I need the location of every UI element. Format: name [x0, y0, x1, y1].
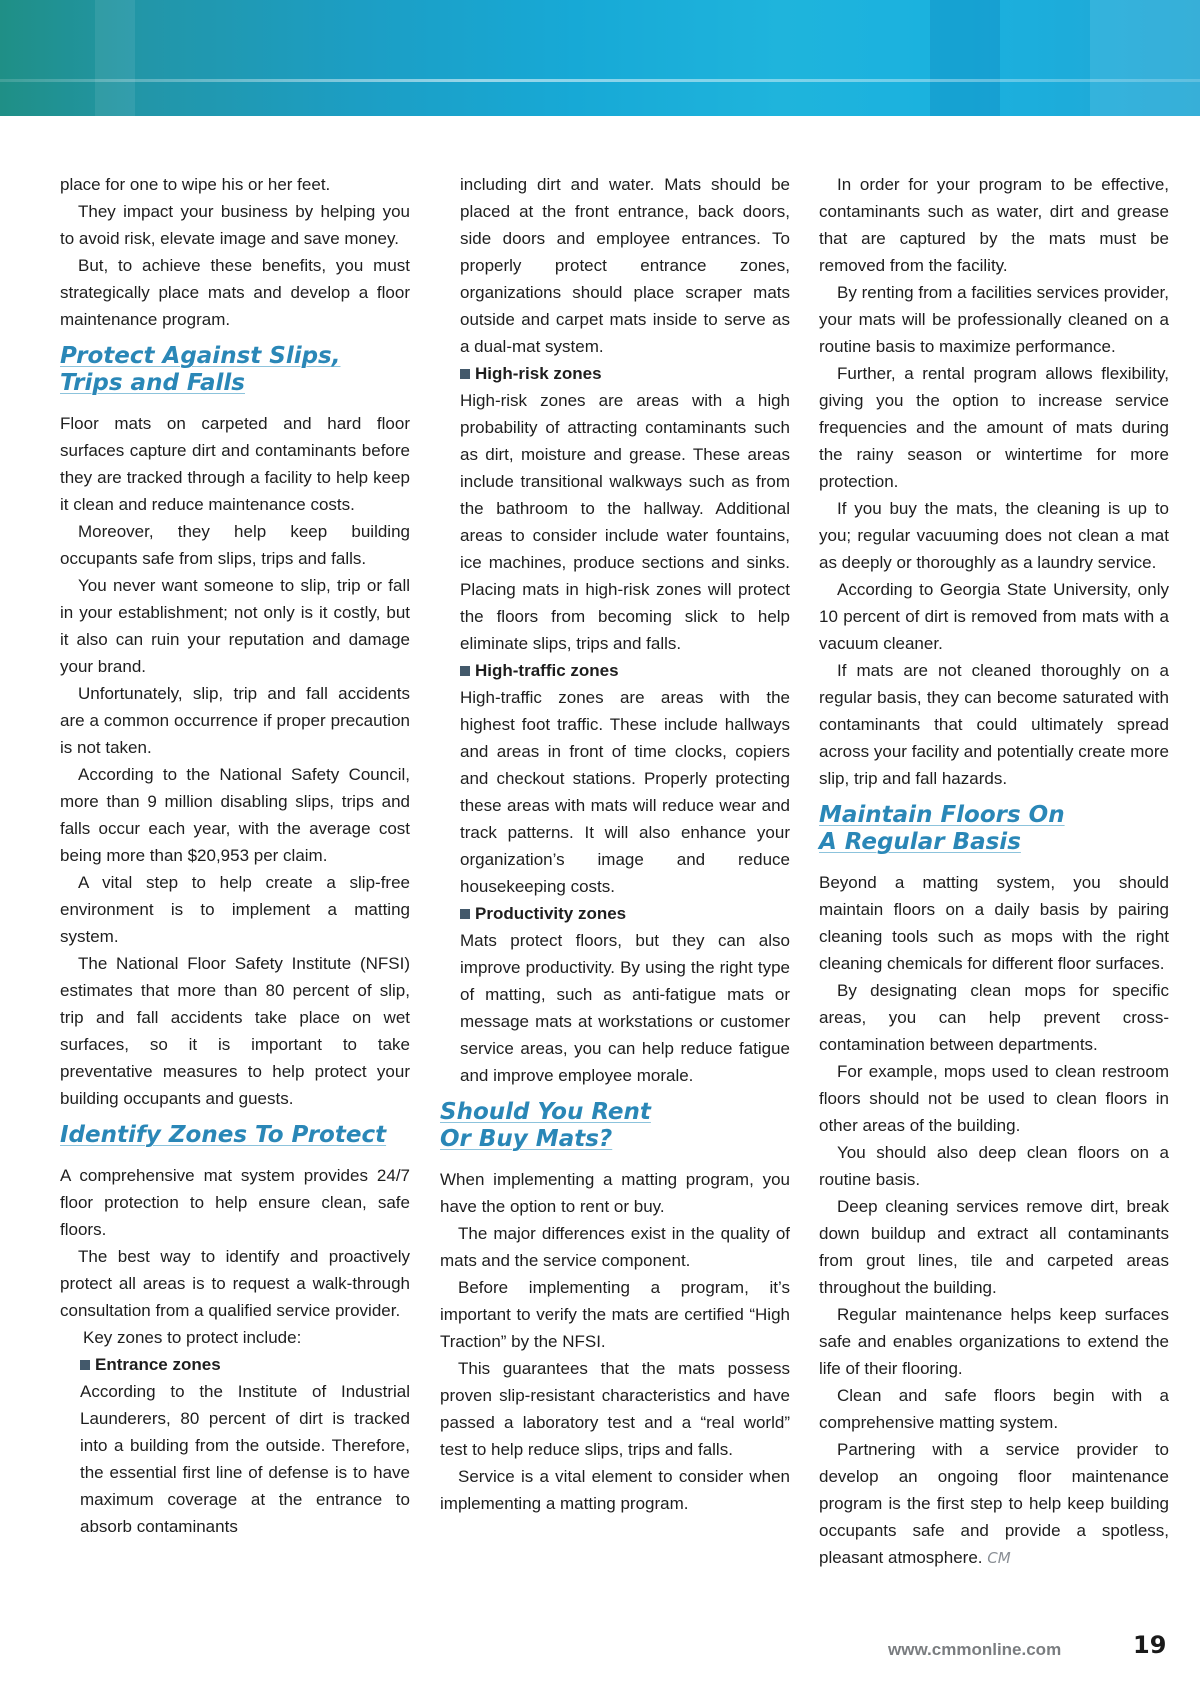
- banner-glow: [95, 0, 135, 116]
- section-heading-line: Maintain Floors On: [819, 802, 1065, 828]
- paragraph: place for one to wipe his or her feet.: [60, 175, 331, 194]
- section-heading-line: A Regular Basis: [819, 829, 1021, 855]
- section-heading: [60, 1122, 410, 1149]
- paragraph: Beyond a matting system, you should maintain floors on a daily basis by pairing cleaning tools such as mops with the right cleaning chemicals for different floor surfaces.: [819, 873, 1169, 973]
- paragraph: This guarantees that the mats possess proven slip-resistant characteristics and have passed a laboratory test and a “real world” test to help reduce slips, trips and falls.: [440, 1359, 790, 1459]
- zone-subheading: [440, 360, 790, 387]
- paragraph: High-risk zones are areas with a high probability of attracting contaminants such as dirt, moisture and grease. These areas include transitional walkways such as from the bathroom to the hallway. Additional areas to consider include water fountains, ice machines, produce sections and sinks. Placing mats in high-risk zones will protect the floors from becoming slick to help eliminate slips, trips and falls.: [460, 391, 790, 653]
- closing-paragraph: [819, 1436, 1169, 1572]
- paragraph: Moreover, they help keep building occupants safe from slips, trips and falls.: [60, 522, 410, 568]
- paragraph: You never want someone to slip, trip or fall in your establishment; not only is it costly, but it also can ruin your reputation and damage your brand.: [60, 576, 410, 676]
- paragraph: If you buy the mats, the cleaning is up to you; regular vacuuming does not clean a mat as deeply or thoroughly as a laundry service.: [819, 499, 1169, 572]
- paragraph: By designating clean mops for specific areas, you can help prevent cross-contamination between departments.: [819, 981, 1169, 1054]
- paragraph: Mats protect floors, but they can also improve productivity. By using the right type of matting, such as anti-fatigue mats or message mats at workstations or customer service areas, you can help reduce fatigue and improve employee morale.: [460, 931, 790, 1085]
- paragraph: High-traffic zones are areas with the highest foot traffic. These include hallways and areas in front of time clocks, copiers and checkout stations. Properly protecting these areas with mats will reduce wear and track patterns. It will also enhance your organization’s image and reduce housekeeping costs.: [460, 688, 790, 896]
- square-bullet-icon: [80, 1360, 90, 1370]
- paragraph: For example, mops used to clean restroom floors should not be used to clean floors in other areas of the building.: [819, 1062, 1169, 1135]
- zone-title: Productivity zones: [475, 904, 627, 923]
- section-heading: [440, 1099, 790, 1153]
- paragraph: By renting from a facilities services provider, your mats will be professionally cleaned on a routine basis to maximize performance.: [819, 283, 1169, 356]
- paragraph: According to the National Safety Council, more than 9 million disabling slips, trips and falls occur each year, with the average cost being more than $20,953 per claim.: [60, 765, 410, 865]
- paragraph: You should also deep clean floors on a routine basis.: [819, 1143, 1169, 1189]
- paragraph: But, to achieve these benefits, you must strategically place mats and develop a floor maintenance program.: [60, 256, 410, 329]
- paragraph: Regular maintenance helps keep surfaces safe and enables organizations to extend the life of their flooring.: [819, 1305, 1169, 1378]
- paragraph: Clean and safe floors begin with a comprehensive matting system.: [819, 1386, 1169, 1432]
- paragraph: They impact your business by helping you to avoid risk, elevate image and save money.: [60, 202, 410, 248]
- square-bullet-icon: [460, 666, 470, 676]
- paragraph: When implementing a matting program, you have the option to rent or buy.: [440, 1170, 790, 1216]
- paragraph: Before implementing a program, it’s important to verify the mats are certified “High Traction” by the NFSI.: [440, 1278, 790, 1351]
- paragraph-text: Partnering with a service provider to develop an ongoing floor maintenance program is the first step to help keep building occupants safe and provide a spotless, pleasant atmosphere.: [819, 1440, 1169, 1567]
- paragraph: If mats are not cleaned thoroughly on a regular basis, they can become saturated with contaminants that could ultimately spread across your facility and potentially create more slip, trip and fall hazards.: [819, 661, 1169, 788]
- article-column-2: [440, 171, 790, 1517]
- paragraph: A comprehensive mat system provides 24/7 floor protection to help ensure clean, safe floors.: [60, 1166, 410, 1239]
- paragraph: including dirt and water. Mats should be placed at the front entrance, back doors, side doors and employee entrances. To properly protect entrance zones, organizations should place scraper mats outside and carpet mats inside to serve as a dual-mat system.: [460, 175, 790, 356]
- paragraph: A vital step to help create a slip-free environment is to implement a matting system.: [60, 873, 410, 946]
- banner-glow: [1090, 0, 1200, 116]
- zone-title: High-traffic zones: [475, 661, 619, 680]
- section-heading-line: Trips and Falls: [60, 370, 245, 396]
- paragraph: The National Floor Safety Institute (NFSI) estimates that more than 80 percent of slip, trip and fall accidents take place on wet surfaces, so it is important to take preventative measures to help protect your building occupants and guests.: [60, 954, 410, 1108]
- section-heading-line: Protect Against Slips,: [60, 343, 341, 369]
- banner-glow: [930, 0, 1000, 116]
- page-number: 19: [1133, 1631, 1167, 1659]
- paragraph: Floor mats on carpeted and hard floor surfaces capture dirt and contaminants before they are tracked through a facility to help keep it clean and reduce maintenance costs.: [60, 414, 410, 514]
- paragraph: Unfortunately, slip, trip and fall accidents are a common occurrence if proper precaution is not taken.: [60, 684, 410, 757]
- section-heading: [819, 802, 1169, 856]
- zone-subheading: [440, 657, 790, 684]
- paragraph: The best way to identify and proactively protect all areas is to request a walk-through consultation from a qualified service provider.: [60, 1247, 410, 1320]
- paragraph: Service is a vital element to consider when implementing a matting program.: [440, 1467, 790, 1513]
- section-heading: [60, 343, 410, 397]
- paragraph: According to the Institute of Industrial Launderers, 80 percent of dirt is tracked into a building from the outside. Therefore, the essential first line of defense is to have maximum coverage at the entrance to absorb contaminants: [80, 1382, 410, 1536]
- square-bullet-icon: [460, 369, 470, 379]
- article-column-3: [819, 171, 1169, 1572]
- paragraph: The major differences exist in the quality of mats and the service component.: [440, 1224, 790, 1270]
- section-heading-line: Identify Zones To Protect: [60, 1122, 387, 1148]
- zone-subheading: [60, 1351, 410, 1378]
- paragraph: Further, a rental program allows flexibility, giving you the option to increase service frequencies and the amount of mats during the rainy season or wintertime for more protection.: [819, 364, 1169, 491]
- zone-subheading: [440, 900, 790, 927]
- footer-url[interactable]: www.cmmonline.com: [888, 1640, 1062, 1659]
- end-signature: CM: [987, 1549, 1011, 1567]
- paragraph: Key zones to protect include:: [83, 1328, 302, 1347]
- article-column-1: [60, 171, 410, 1540]
- paragraph: In order for your program to be effective, contaminants such as water, dirt and grease that are captured by the mats must be removed from the facility.: [819, 175, 1169, 275]
- header-banner: [0, 0, 1200, 116]
- paragraph: According to Georgia State University, only 10 percent of dirt is removed from mats with a vacuum cleaner.: [819, 580, 1169, 653]
- section-heading-line: Or Buy Mats?: [440, 1126, 613, 1152]
- section-heading-line: Should You Rent: [440, 1099, 651, 1125]
- paragraph: Deep cleaning services remove dirt, break down buildup and extract all contaminants from grout lines, tile and carpeted areas throughout the building.: [819, 1197, 1169, 1297]
- square-bullet-icon: [460, 909, 470, 919]
- zone-title: Entrance zones: [95, 1355, 221, 1374]
- zone-title: High-risk zones: [475, 364, 602, 383]
- banner-streak: [0, 79, 1200, 82]
